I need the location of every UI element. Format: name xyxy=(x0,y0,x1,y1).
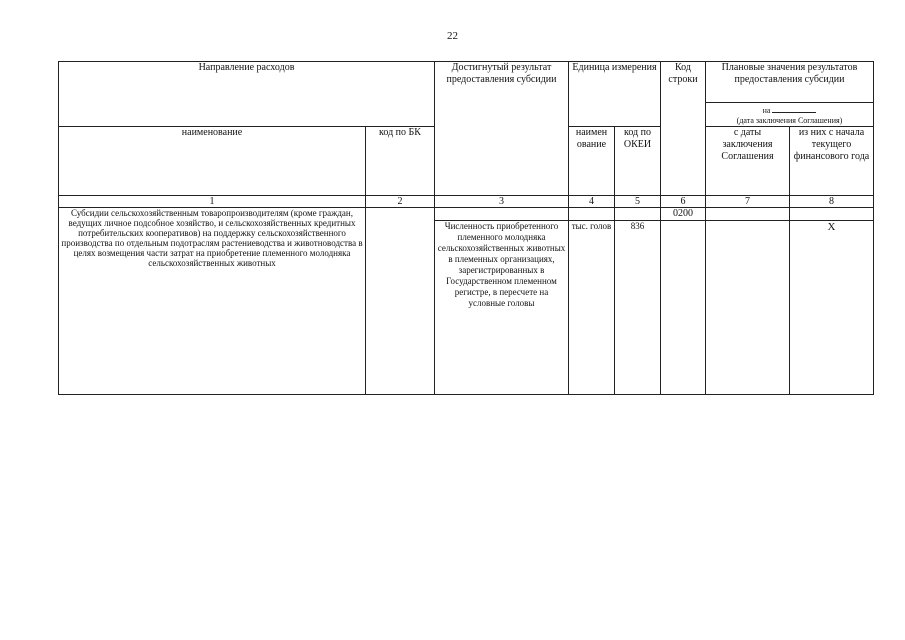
bk-code-cell xyxy=(366,208,435,395)
header-unit-name: наимен ование xyxy=(569,127,615,196)
header-plan-date xyxy=(706,103,874,127)
date-blank-line xyxy=(772,103,816,113)
line-code-cell-empty xyxy=(661,221,706,395)
result-cell: Численность приобретенного племенного молодняка сельскохозяйственных животных в племенных организациях, зарегистрированных в Государственном племенном регистре, в пересчете на условные головы xyxy=(435,221,569,395)
report-table xyxy=(58,61,874,395)
unit-name-cell: тыс. голов xyxy=(569,221,615,395)
column-number-row xyxy=(59,196,874,208)
column-number: 2 xyxy=(366,196,435,208)
column-number: 8 xyxy=(790,196,874,208)
page-number: 22 xyxy=(447,30,458,42)
header-direction: Направление расходов xyxy=(59,62,435,127)
column-number: 7 xyxy=(706,196,790,208)
column-number: 5 xyxy=(615,196,661,208)
header-from-date: с даты заключения Соглашения xyxy=(706,127,790,196)
header-result: Достигнутый результат предоставления субсидии xyxy=(435,62,569,196)
header-bk-code: код по БК xyxy=(366,127,435,196)
header-code: Код строки xyxy=(661,62,706,196)
plan-from-date-cell-empty xyxy=(706,221,790,395)
plan-from-date-cell xyxy=(706,208,790,221)
header-name: наименование xyxy=(59,127,366,196)
header-unit: Единица измерения xyxy=(569,62,661,127)
column-number: 1 xyxy=(59,196,366,208)
result-cell-empty xyxy=(435,208,569,221)
column-number: 4 xyxy=(569,196,615,208)
okei-cell-empty xyxy=(615,208,661,221)
header-okei: код по ОКЕИ xyxy=(615,127,661,196)
table-row xyxy=(59,208,874,221)
unit-name-cell-empty xyxy=(569,208,615,221)
header-plan-date-note: (дата заключения Соглашения) xyxy=(736,116,843,125)
okei-cell: 836 xyxy=(615,221,661,395)
expense-name-cell: Субсидии сельскохозяйственным товаропроизводителям (кроме граждан, ведущих личное подсобное хозяйство, и сельскохозяйственных кредитных потребительских кооперативов) на поддержку сельскохозяйственного производства по отдельным подотраслям растениеводства и животноводства в целях возмещения части затрат на приобретение племенного молодняка сельскохозяйственных животных xyxy=(59,208,366,395)
header-plan-na: на xyxy=(762,106,771,115)
plan-of-them-cell xyxy=(790,208,874,221)
header-of-them: из них с начала текущего финансового года xyxy=(790,127,874,196)
column-number: 6 xyxy=(661,196,706,208)
line-code-cell: 0200 xyxy=(661,208,706,221)
column-number: 3 xyxy=(435,196,569,208)
header-plan: Плановые значения результатов предоставления субсидии xyxy=(706,62,874,103)
x-mark-cell: X xyxy=(790,221,874,395)
